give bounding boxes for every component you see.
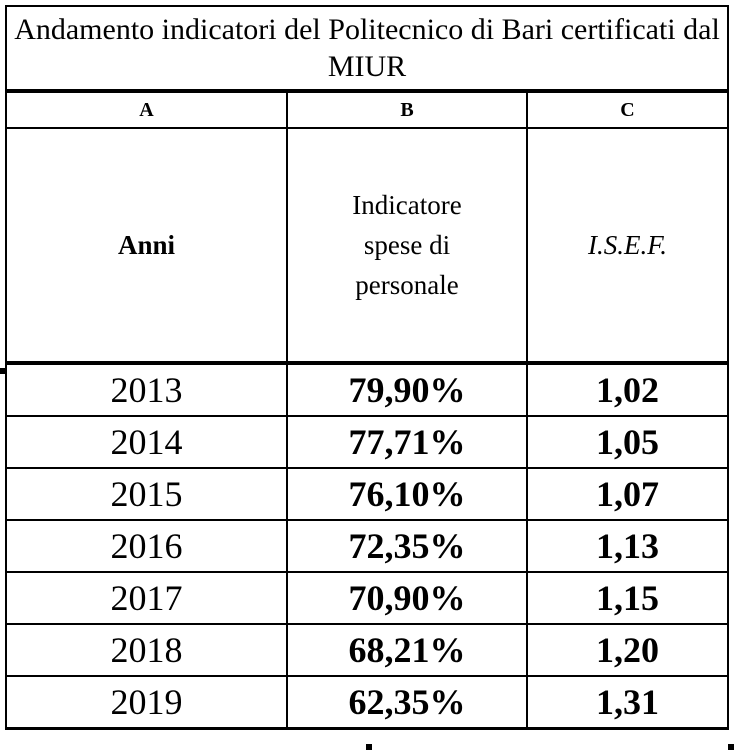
table-row (6, 572, 728, 624)
header-anni: Anni (6, 128, 287, 363)
cell-isef: 1,13 (527, 520, 728, 572)
cell-spese: 62,35% (287, 676, 527, 729)
table-row (6, 624, 728, 676)
column-letter-c: C (527, 91, 728, 128)
cell-isef: 1,15 (527, 572, 728, 624)
header-indicatore-spese (287, 128, 527, 363)
table-row (6, 416, 728, 468)
cell-isef: 1,07 (527, 468, 728, 520)
resize-handle-bottom[interactable] (366, 744, 372, 750)
cell-isef: 1,31 (527, 676, 728, 729)
table-row (6, 676, 728, 729)
cell-spese: 76,10% (287, 468, 527, 520)
table-title: Andamento indicatori del Politecnico di Bari certificati dal MIUR (6, 6, 728, 91)
cell-spese: 72,35% (287, 520, 527, 572)
cell-anno: 2017 (6, 572, 287, 624)
cell-spese: 70,90% (287, 572, 527, 624)
cell-isef: 1,05 (527, 416, 728, 468)
column-letter-a: A (6, 91, 287, 128)
indicators-document (5, 5, 727, 745)
cell-anno: 2013 (6, 363, 287, 416)
table-row (6, 520, 728, 572)
table-row (6, 363, 728, 416)
cell-spese: 68,21% (287, 624, 527, 676)
header-indicatore-label: Indicatore spese di personale (352, 190, 462, 300)
resize-handle-corner[interactable] (728, 744, 734, 750)
column-header-row (6, 128, 728, 363)
cell-anno: 2019 (6, 676, 287, 729)
indicators-table (5, 5, 729, 730)
cell-isef: 1,20 (527, 624, 728, 676)
cell-anno: 2016 (6, 520, 287, 572)
cell-spese: 77,71% (287, 416, 527, 468)
table-row (6, 468, 728, 520)
title-row (6, 6, 728, 91)
header-isef: I.S.E.F. (527, 128, 728, 363)
cell-anno: 2014 (6, 416, 287, 468)
column-letter-b: B (287, 91, 527, 128)
cell-anno: 2015 (6, 468, 287, 520)
cell-isef: 1,02 (527, 363, 728, 416)
cell-anno: 2018 (6, 624, 287, 676)
column-letter-row (6, 91, 728, 128)
resize-handle-left[interactable] (0, 368, 6, 374)
cell-spese: 79,90% (287, 363, 527, 416)
